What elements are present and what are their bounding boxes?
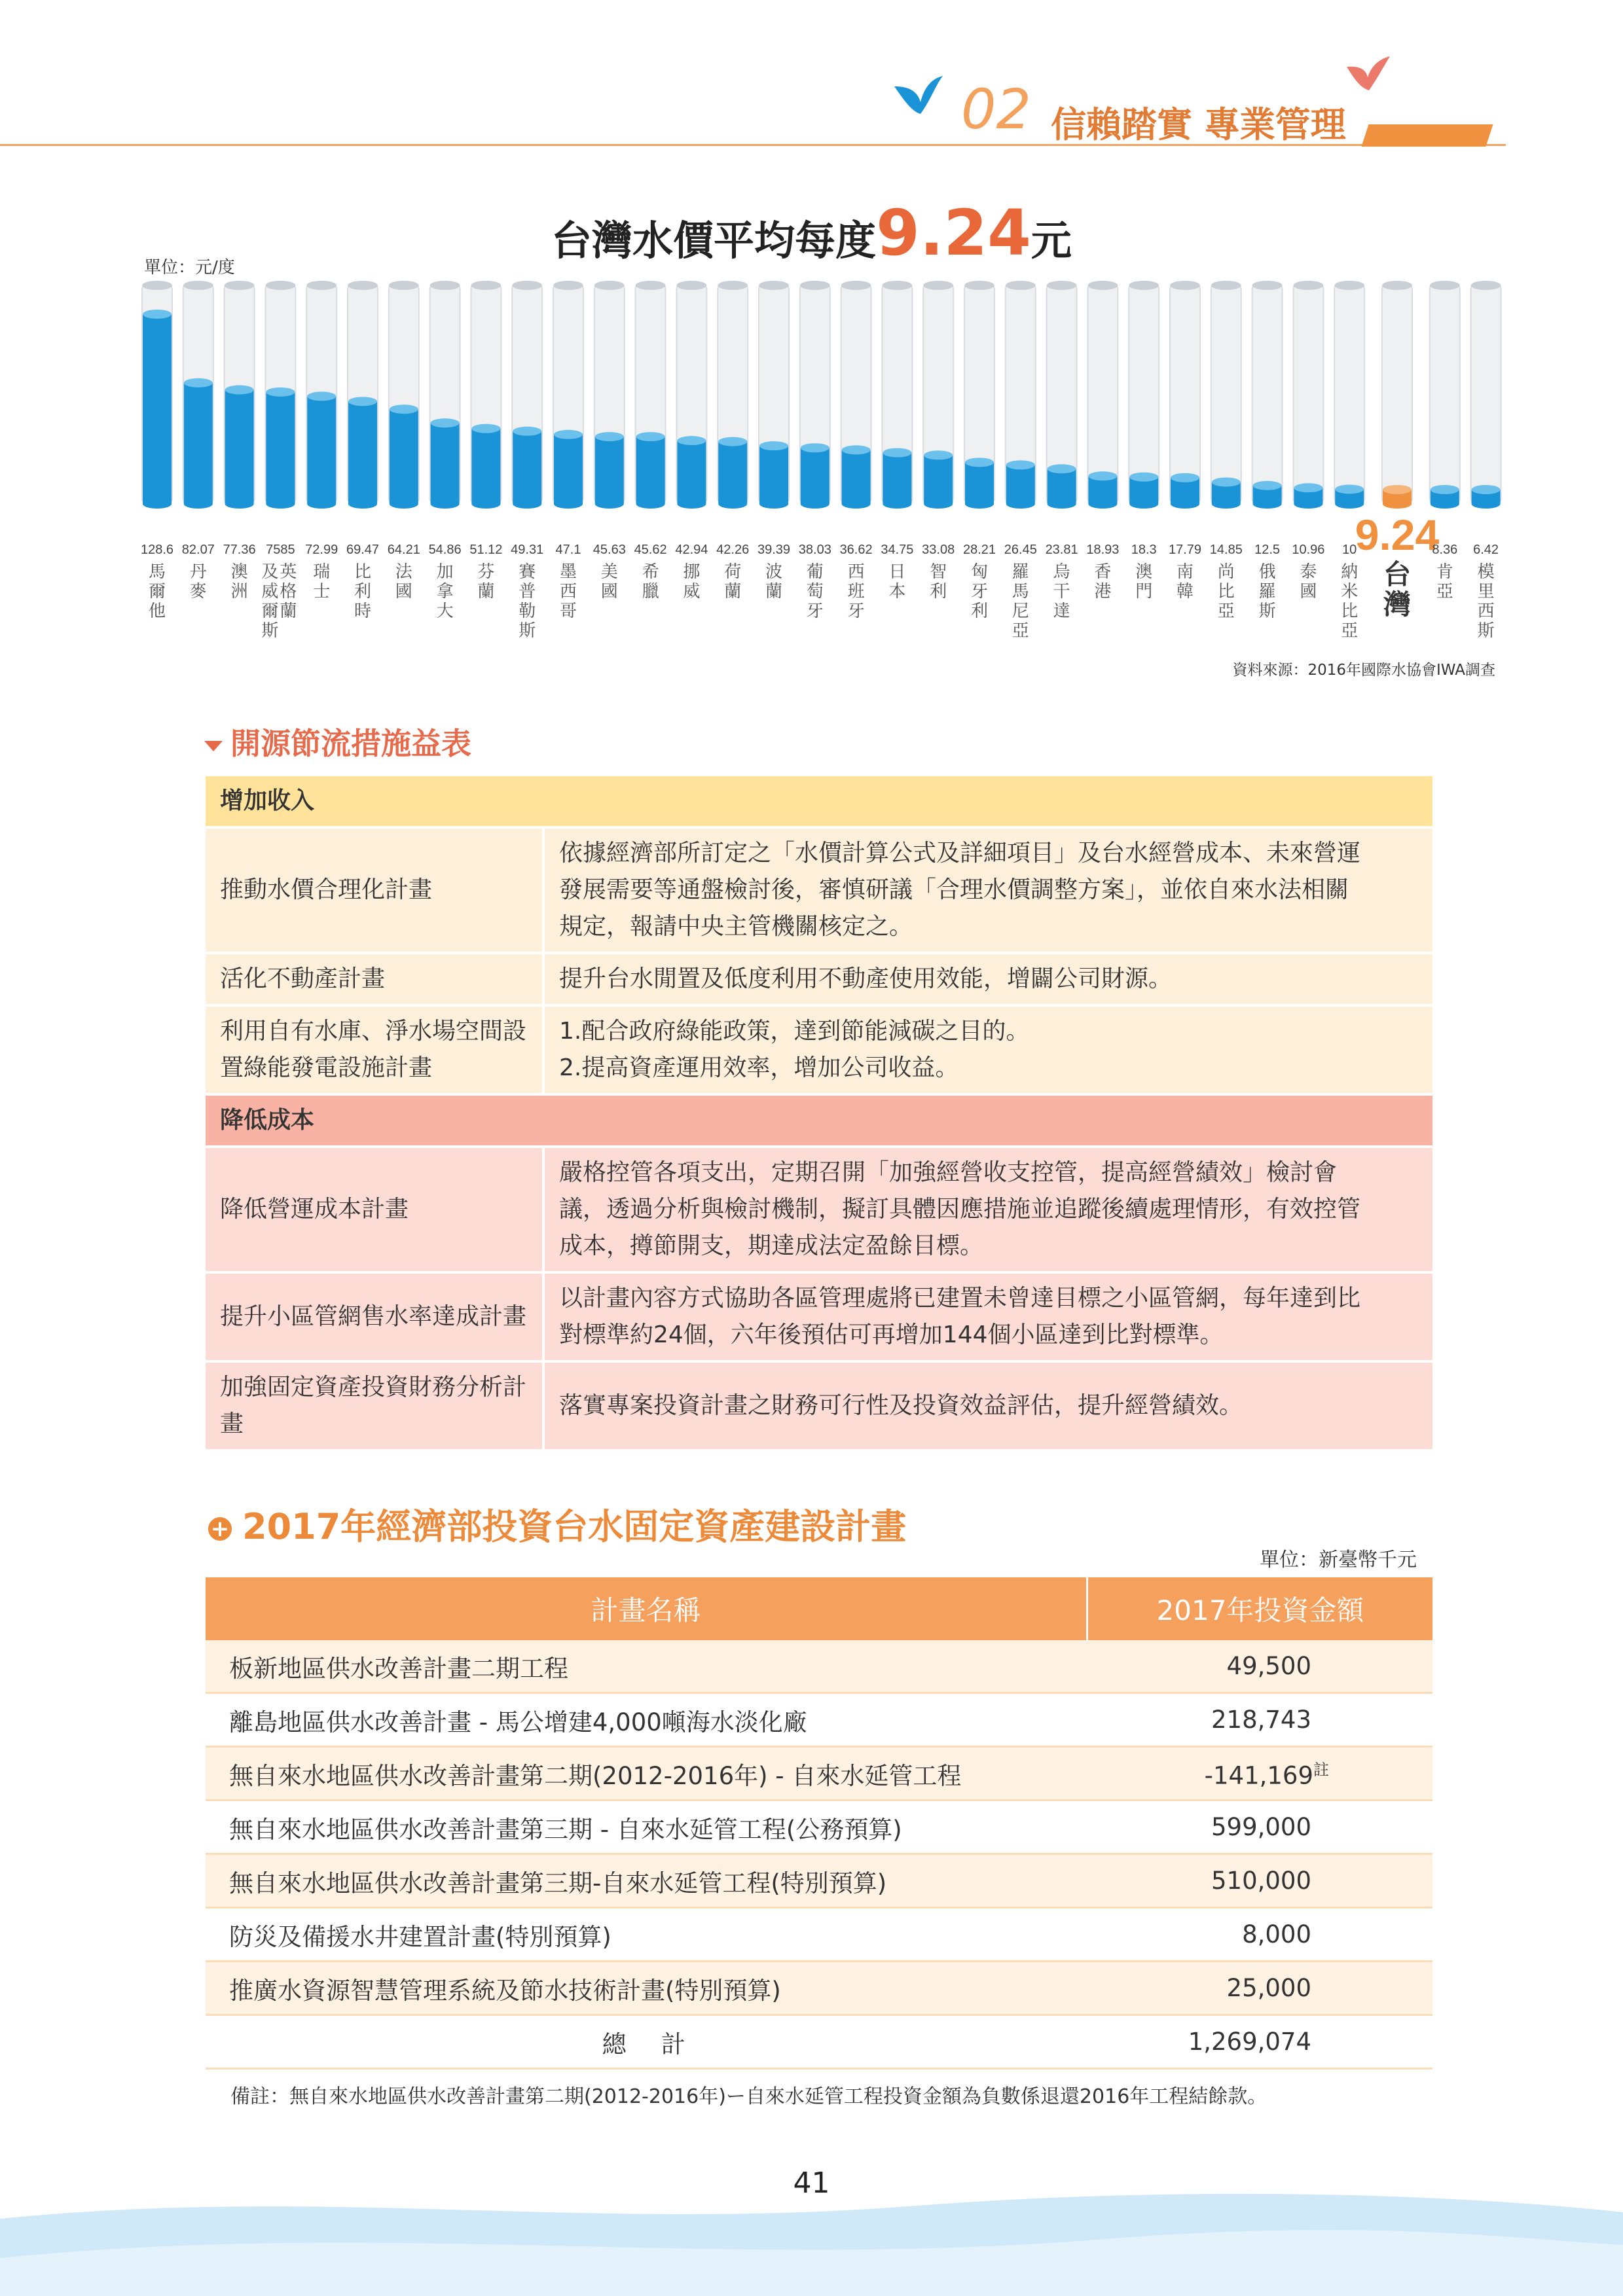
chart-value-label: 12.5 xyxy=(1254,543,1281,557)
chart-bar xyxy=(759,446,788,504)
chart-bar-base xyxy=(1006,499,1035,509)
chart-tube xyxy=(1252,284,1283,504)
header-tab-decoration xyxy=(1361,124,1493,147)
chart-tube xyxy=(1334,284,1364,504)
chart-tube xyxy=(1087,284,1118,504)
chart-value-label: 23.81 xyxy=(1045,543,1078,557)
chart-category-label: 智利 xyxy=(930,562,947,601)
measures-table xyxy=(206,776,1432,1452)
chart-bar-top xyxy=(1294,483,1322,492)
chart-bar xyxy=(390,409,418,504)
chart-tube-cap xyxy=(225,281,255,290)
table-row xyxy=(206,1908,1432,1962)
chart-bar-top xyxy=(883,448,911,457)
chart-bar-top xyxy=(1472,485,1501,494)
plus-circle-icon: + xyxy=(208,1517,232,1541)
chart-tube-cap xyxy=(553,281,583,290)
chart-unit: 單位：元/度 xyxy=(144,258,235,278)
amount-value: 599,000 xyxy=(1211,1813,1311,1841)
measure-item: 提升小區管網售水率達成計畫 xyxy=(206,1272,543,1361)
chart-bar xyxy=(266,392,295,504)
chart-bar xyxy=(842,450,871,504)
table-row xyxy=(206,1962,1432,2015)
chart-category-label: 馬爾他 xyxy=(149,562,166,621)
measure-description xyxy=(543,1272,1432,1361)
chart-value-label: 45.62 xyxy=(634,543,667,557)
chart-bar xyxy=(883,453,911,504)
chart-bar xyxy=(348,401,377,504)
description-line: 議，透過分析與檢討機制，擬訂具體因應措施並追蹤後續處理情形，有效控管 xyxy=(559,1196,1361,1223)
chart-bar-base xyxy=(718,499,747,509)
chart-tube-cap xyxy=(964,281,994,290)
chart-category-label: 泰國 xyxy=(1300,562,1317,601)
plan-name: 無自來水地區供水改善計畫第三期 - 自來水延管工程(公務預算) xyxy=(206,1801,1087,1854)
chart-bar-base xyxy=(1431,499,1459,509)
chart-value-label: 69.47 xyxy=(346,543,380,557)
chart-category-label: 烏干達 xyxy=(1053,562,1070,621)
measure-item: 利用自有水庫、淨水場空間設置綠能發電設施計畫 xyxy=(206,1005,543,1094)
investment-unit: 單位：新臺幣千元 xyxy=(1260,1549,1417,1571)
chart-bar-top xyxy=(801,443,830,452)
chart-category-label: 瑞士 xyxy=(313,562,331,601)
chart-tube-cap xyxy=(471,281,501,290)
chart-bar xyxy=(924,455,953,504)
description-line: 嚴格控管各項支出，定期召開「加強經營收支控管，提高經營績效」檢討會 xyxy=(559,1159,1338,1186)
description-line: 規定，報請中央主管機關核定之。 xyxy=(559,913,913,940)
measure-row xyxy=(206,1361,1432,1450)
chart-value-label: 128.6 xyxy=(140,543,174,557)
chart-tube-cap xyxy=(1087,281,1118,290)
chart-bar-base xyxy=(554,499,583,509)
amount-value: 25,000 xyxy=(1226,1974,1311,2002)
chart-bar-top xyxy=(184,378,213,387)
red-bird-icon xyxy=(1345,55,1391,94)
chart-tube-cap xyxy=(800,281,830,290)
chart-category-label: 法國 xyxy=(395,562,412,601)
chart-bar xyxy=(1006,465,1035,504)
chart-bar-base xyxy=(842,499,871,509)
total-amount: 1,269,074 xyxy=(1087,2015,1433,2069)
plan-amount xyxy=(1087,1962,1433,2015)
chart-bar-base xyxy=(595,499,624,509)
chart-bar-base xyxy=(924,499,953,509)
chart-bar-base xyxy=(965,499,994,509)
chart-value-label: 10.96 xyxy=(1292,543,1325,557)
chart-category-label: 尚比亞 xyxy=(1217,562,1235,621)
chart-bar xyxy=(431,423,460,504)
chart-bar xyxy=(718,442,747,504)
chart-bar-base xyxy=(1129,499,1158,509)
chart-bar-base xyxy=(1212,499,1241,509)
chart-category-label: 比利時 xyxy=(354,562,372,621)
chart-bar xyxy=(636,437,665,504)
chart-tube-cap xyxy=(430,281,460,290)
chart-tube-cap xyxy=(306,281,337,290)
chart-bar-top xyxy=(143,310,172,319)
chart-bar-top xyxy=(1212,478,1241,487)
chart-bar-base xyxy=(307,499,336,509)
chart-tube-cap xyxy=(636,281,666,290)
chart-value-label: 42.26 xyxy=(716,543,750,557)
chart-bar xyxy=(513,431,541,504)
chart-category-label: 香港 xyxy=(1094,562,1112,601)
chart-value-label: 64.21 xyxy=(387,543,420,557)
chart-tube-cap xyxy=(265,281,295,290)
plan-amount xyxy=(1087,1908,1433,1962)
chart-value-label: 38.03 xyxy=(798,543,831,557)
investment-table xyxy=(206,1577,1432,2070)
chart-tube-cap xyxy=(718,281,748,290)
measure-description xyxy=(543,1147,1432,1272)
chart-bar-base xyxy=(513,499,541,509)
chart-bar xyxy=(1048,469,1076,504)
amount-value: 510,000 xyxy=(1211,1867,1311,1895)
chart-tube-cap xyxy=(348,281,378,290)
chart-tube-cap xyxy=(1293,281,1323,290)
amount-value: 218,743 xyxy=(1211,1706,1311,1734)
chart-title-value: 9.24 xyxy=(876,196,1031,270)
chart-category-label: 澳門 xyxy=(1135,562,1153,601)
measure-item: 推動水價合理化計畫 xyxy=(206,827,543,953)
chart-bar-top xyxy=(1383,485,1412,494)
chart-tube-cap xyxy=(1252,281,1283,290)
chart-tube xyxy=(1430,284,1460,504)
chart-value-label: 51.12 xyxy=(469,543,503,557)
chart-tube xyxy=(1211,284,1241,504)
chart-category-label: 俄羅斯 xyxy=(1258,562,1276,621)
chart-value-label: 45.63 xyxy=(593,543,626,557)
description-line: 提升台水閒置及低度利用不動產使用效能，增闢公司財源。 xyxy=(559,965,1173,992)
chart-tube-cap xyxy=(512,281,542,290)
chart-value-label: 18.3 xyxy=(1131,543,1157,557)
chart-bar-top xyxy=(842,445,871,454)
measure-row xyxy=(206,827,1432,953)
chart-tube-cap xyxy=(389,281,419,290)
measures-title: 開源節流措施益表 xyxy=(204,720,471,763)
chart-bar xyxy=(554,435,583,504)
chart-category-label: 南韓 xyxy=(1176,562,1194,601)
chart-bar-base xyxy=(883,499,911,509)
plan-amount xyxy=(1087,1747,1433,1801)
amount-value: 49,500 xyxy=(1226,1652,1311,1680)
chart-value-label: 77.36 xyxy=(223,543,256,557)
chart-tube-cap xyxy=(676,281,706,290)
chart-bar-base xyxy=(1088,499,1117,509)
chart-category-label: 加拿大 xyxy=(436,562,454,621)
chart-category-label: 希臘 xyxy=(642,562,659,601)
chart-bar-base xyxy=(1253,499,1282,509)
measure-description xyxy=(543,1005,1432,1094)
plan-name: 防災及備援水井建置計畫(特別預算) xyxy=(206,1908,1087,1962)
total-row xyxy=(206,2015,1432,2069)
chart-bar-top xyxy=(1253,481,1282,490)
chart-bar-top xyxy=(759,441,788,450)
chart-value-label: 10 xyxy=(1342,543,1357,557)
plan-name: 推廣水資源智慧管理系統及節水技術計畫(特別預算) xyxy=(206,1962,1087,2015)
chart-source: 資料來源：2016年國際水協會IWA調查 xyxy=(1232,662,1495,679)
chart-bar xyxy=(677,440,706,504)
description-line: 依據經濟部所訂定之「水價計算公式及詳細項目」及台水經營成本、未來營運 xyxy=(559,840,1361,867)
chart-value-label: 18.93 xyxy=(1086,543,1120,557)
table-row xyxy=(206,1693,1432,1747)
chart-tube-cap xyxy=(1006,281,1036,290)
chart-bar-base xyxy=(390,499,418,509)
plan-amount xyxy=(1087,1640,1433,1693)
group-label: 增加收入 xyxy=(206,776,1432,827)
chart-bar-base xyxy=(677,499,706,509)
chart-bar-base xyxy=(1048,499,1076,509)
chart-tube-cap xyxy=(1471,281,1501,290)
chart-bar-top xyxy=(554,430,583,439)
chart-bar-base xyxy=(636,499,665,509)
chart-category-label: 模里西斯 xyxy=(1477,562,1495,641)
chart-value-label: 47.1 xyxy=(555,543,581,557)
measure-description xyxy=(543,953,1432,1005)
chart-bar xyxy=(595,437,624,504)
chart-title: 台灣水價平均每度9.24元 xyxy=(551,196,1072,270)
chart-tube-cap xyxy=(1047,281,1077,290)
total-label: 總 計 xyxy=(206,2015,1087,2069)
chart-value-label: 72.99 xyxy=(305,543,338,557)
chart-bar-top xyxy=(595,432,624,441)
description-line: 2.提高資產運用效率，增加公司收益。 xyxy=(559,1054,959,1081)
chart-bar-base xyxy=(801,499,830,509)
column-header-name: 計畫名稱 xyxy=(206,1577,1087,1640)
chart-category-label: 葡萄牙 xyxy=(806,562,824,621)
chart-category-label: 西班牙 xyxy=(847,562,865,621)
table-row xyxy=(206,1640,1432,1693)
chart-value-label: 34.75 xyxy=(881,543,914,557)
chart-bar-base xyxy=(1335,499,1364,509)
chart-bar-top xyxy=(348,397,377,406)
chart-bar-top xyxy=(924,450,953,459)
amount-value: 8,000 xyxy=(1242,1920,1311,1948)
chart-value-label: 17.79 xyxy=(1168,543,1202,557)
chart-category-label: 納米比亞 xyxy=(1341,562,1359,641)
plan-name: 無自來水地區供水改善計畫第三期-自來水延管工程(特別預算) xyxy=(206,1854,1087,1908)
chart-tube-cap xyxy=(759,281,789,290)
chart-bar xyxy=(471,429,500,504)
chart-value-label: 82.07 xyxy=(181,543,215,557)
chart-category-label: 荷蘭 xyxy=(724,562,742,601)
measure-row xyxy=(206,1147,1432,1272)
chart-bar-top xyxy=(1129,473,1158,482)
chart-bar-top xyxy=(1048,464,1076,473)
measure-item: 加強固定資產投資財務分析計畫 xyxy=(206,1361,543,1450)
measure-description xyxy=(543,827,1432,953)
chart-tube-cap xyxy=(1170,281,1200,290)
chart-category-label: 美國 xyxy=(600,562,618,601)
chart-bar-top xyxy=(677,436,706,445)
chart-category-label: 羅馬尼亞 xyxy=(1012,562,1029,641)
chart-bar-top xyxy=(431,418,460,427)
chart-bar-base xyxy=(431,499,460,509)
chart-value-label: 28.21 xyxy=(962,543,996,557)
chart-category-label: 澳洲 xyxy=(230,562,248,601)
page-number: 41 xyxy=(793,2166,830,2200)
chart-tube-cap xyxy=(1430,281,1460,290)
chart-value-label: 26.45 xyxy=(1004,543,1037,557)
amount-value: -141,169 xyxy=(1204,1761,1313,1790)
plan-amount xyxy=(1087,1693,1433,1747)
chart-value-label: 49.31 xyxy=(511,543,544,557)
chart-tube-cap xyxy=(1334,281,1364,290)
description-line: 落實專案投資計畫之財務可行性及投資效益評估，提升經營績效。 xyxy=(559,1392,1243,1419)
chart-value-label: 36.62 xyxy=(839,543,873,557)
description-line: 對標準約24個，六年後預估可再增加144個小區達到比對標準。 xyxy=(559,1321,1224,1348)
table-row xyxy=(206,1854,1432,1908)
chart-tube xyxy=(1170,284,1200,504)
table-row xyxy=(206,1801,1432,1854)
plan-name: 板新地區供水改善計畫二期工程 xyxy=(206,1640,1087,1693)
chart-tube xyxy=(1293,284,1323,504)
description-line: 以計畫內容方式協助各區管理處將已建置未曾達目標之小區管網，每年達到比 xyxy=(559,1285,1361,1312)
chart-bar-base xyxy=(348,499,377,509)
plan-amount xyxy=(1087,1801,1433,1854)
chart-bar-base xyxy=(1294,499,1322,509)
chart-bar-top xyxy=(266,387,295,397)
chart-tube-cap xyxy=(183,281,213,290)
chart-value-label: 6.42 xyxy=(1473,543,1499,557)
chart-value-label: 42.94 xyxy=(675,543,708,557)
chapter-number: 02 xyxy=(961,77,1031,141)
chart-category-label: 挪威 xyxy=(683,562,701,601)
chart-category-label: 匈牙利 xyxy=(971,562,989,621)
chart-bar-base xyxy=(1171,499,1199,509)
chart-tube-cap xyxy=(594,281,625,290)
chart-value-label: 14.85 xyxy=(1209,543,1243,557)
chart-bar-top xyxy=(718,437,747,446)
chart-tube-cap xyxy=(923,281,953,290)
table-row xyxy=(206,1747,1432,1801)
chart-value-label: 9.24 xyxy=(1355,511,1440,559)
footer-wave xyxy=(0,2179,1623,2296)
measure-item: 降低營運成本計畫 xyxy=(206,1147,543,1272)
chart-category-label: 墨西哥 xyxy=(560,562,577,621)
chart-bar-top xyxy=(1171,473,1199,482)
note-mark: 註 xyxy=(1313,1761,1329,1780)
chart-tube-cap xyxy=(841,281,871,290)
chart-tube-cap xyxy=(1129,281,1159,290)
chart-bar-base xyxy=(1383,499,1412,509)
measure-description xyxy=(543,1361,1432,1450)
measure-item: 活化不動產計畫 xyxy=(206,953,543,1005)
chart-category-label: 日本 xyxy=(888,562,906,601)
chart-bar-top xyxy=(1006,460,1035,469)
chart-bar-base xyxy=(759,499,788,509)
chart-category-label: 波蘭 xyxy=(765,562,783,601)
chart-bar-top xyxy=(1431,485,1459,494)
measure-row xyxy=(206,953,1432,1005)
chart-bar-base xyxy=(184,499,213,509)
chart-tube-cap xyxy=(1382,281,1412,290)
chart-bar-top xyxy=(225,386,254,395)
chart-value-label: 54.86 xyxy=(428,543,462,557)
column-header-amount: 2017年投資金額 xyxy=(1087,1577,1433,1640)
chart-category-label: 台灣 xyxy=(1383,558,1412,620)
group-row xyxy=(206,1094,1432,1147)
chart-bar-top xyxy=(307,391,336,401)
chart-bar-top xyxy=(390,404,418,414)
chart-bar-base xyxy=(266,499,295,509)
chart-bar-top xyxy=(471,424,500,433)
chart-bar xyxy=(143,314,172,504)
chart-category-label: 芬蘭 xyxy=(477,562,495,601)
chart-category-label: 英格蘭及威爾斯 xyxy=(261,562,297,641)
chart-bar-base xyxy=(1472,499,1501,509)
measure-row xyxy=(206,1272,1432,1361)
chart-value-label: 7585 xyxy=(266,543,295,557)
chart-bar-base xyxy=(471,499,500,509)
investment-title: + 2017年經濟部投資台水固定資產建設計畫 xyxy=(208,1499,906,1549)
group-row xyxy=(206,776,1432,827)
chart-bar xyxy=(184,383,213,504)
description-line: 發展需要等通盤檢討後，審慎研議「合理水價調整方案」，並依自來水法相關 xyxy=(559,876,1349,903)
chart-tube-cap xyxy=(882,281,912,290)
chart-tube-cap xyxy=(142,281,172,290)
chart-bar xyxy=(801,448,830,504)
plan-name: 離島地區供水改善計畫 - 馬公增建4,000噸海水淡化廠 xyxy=(206,1693,1087,1747)
description-line: 成本，撙節開支，期達成法定盈餘目標。 xyxy=(559,1232,984,1259)
chart-value-label: 33.08 xyxy=(922,543,955,557)
chart-value-label: 39.39 xyxy=(757,543,791,557)
chart-bar-base xyxy=(143,499,172,509)
triangle-icon xyxy=(204,741,223,751)
plan-name: 無自來水地區供水改善計畫第二期(2012-2016年) - 自來水延管工程 xyxy=(206,1747,1087,1801)
chart-tube-cap xyxy=(1211,281,1241,290)
chart-bar-top xyxy=(1088,471,1117,480)
group-label: 降低成本 xyxy=(206,1094,1432,1147)
chart-category-label: 肯亞 xyxy=(1436,562,1453,601)
chart-bar-top xyxy=(1335,484,1364,493)
plan-amount xyxy=(1087,1854,1433,1908)
chapter-title: 信賴踏實 專業管理 xyxy=(1051,104,1346,145)
chart-bar-top xyxy=(513,427,541,436)
chart-bar xyxy=(965,462,994,504)
measure-row xyxy=(206,1005,1432,1094)
description-line: 1.配合政府綠能政策，達到節能減碳之目的。 xyxy=(559,1018,1030,1045)
water-price-chart xyxy=(0,275,1623,655)
chart-tube xyxy=(1382,284,1412,504)
chart-bar xyxy=(225,390,254,504)
chart-category-label: 丹麥 xyxy=(189,562,207,601)
chart-bar xyxy=(307,396,336,504)
chart-bar-base xyxy=(225,499,254,509)
chart-category-label: 賽普勒斯 xyxy=(519,562,536,641)
chart-value-label: 8.36 xyxy=(1432,543,1458,557)
chart-bar-top xyxy=(636,432,665,441)
investment-note: 備註：無自來水地區供水改善計畫第二期(2012-2016年)ー自來水延管工程投資金額為負數係退還2016年工程結餘款。 xyxy=(230,2085,1267,2108)
chart-bar-top xyxy=(965,457,994,467)
chart-tube xyxy=(1471,284,1501,504)
blue-bird-icon xyxy=(892,73,944,119)
chart-tube xyxy=(1129,284,1159,504)
